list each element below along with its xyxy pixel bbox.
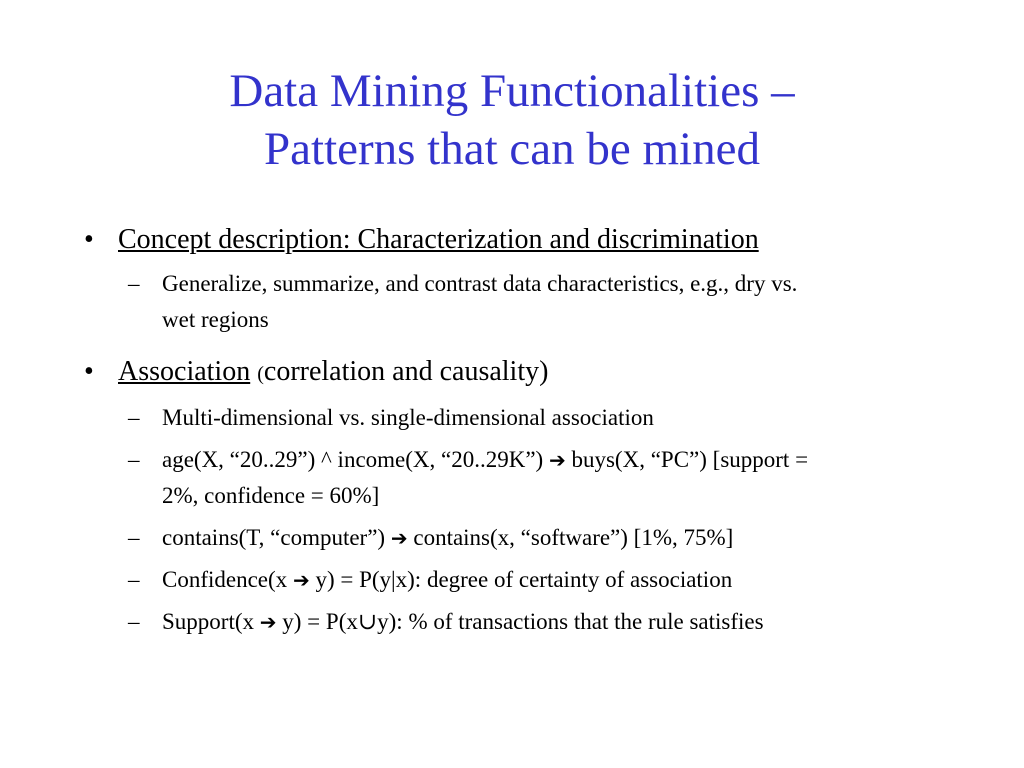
dash-marker: – bbox=[128, 271, 140, 296]
sub-text-a: Confidence(x bbox=[162, 567, 288, 592]
dash-marker: – bbox=[128, 525, 140, 550]
arrow-icon: ➔ bbox=[390, 526, 408, 550]
sub-item-confidence bbox=[84, 562, 984, 598]
bullet-concept-description bbox=[84, 220, 984, 260]
sub-text-c: y): % of transactions that the rule satisfies bbox=[377, 609, 764, 634]
paren-open: ( bbox=[257, 363, 264, 385]
bullet-label-rest: correlation and causality) bbox=[263, 356, 549, 387]
dash-marker: – bbox=[128, 405, 140, 430]
sub-item-support bbox=[84, 604, 984, 640]
arrow-icon: ➔ bbox=[292, 568, 310, 592]
sub-text-b: y) = P(x bbox=[282, 609, 358, 634]
slide-title bbox=[60, 62, 964, 178]
arrow-icon: ➔ bbox=[259, 610, 277, 634]
bullet-label: Association bbox=[118, 356, 251, 387]
arrow-icon: ➔ bbox=[548, 448, 566, 472]
sub-text: Multi-dimensional vs. single-dimensional association bbox=[162, 405, 654, 430]
sub-text-c: 2%, confidence = 60%] bbox=[162, 483, 380, 508]
sub-item-age-income-rule bbox=[84, 442, 984, 514]
sub-item-contains-rule bbox=[84, 520, 984, 556]
sub-text-b: contains(x, “software”) [1%, 75%] bbox=[413, 525, 734, 550]
bullet-label: Concept description: Characterization and discrimination bbox=[118, 224, 759, 255]
sub-text-a: contains(T, “computer”) bbox=[162, 525, 386, 550]
sub-text-line-1: Generalize, summarize, and contrast data characteristics, e.g., dry vs. bbox=[162, 271, 798, 296]
union-icon: ∪ bbox=[357, 609, 378, 634]
sub-item-multidimensional bbox=[84, 400, 984, 436]
bullet-association bbox=[84, 352, 984, 394]
sub-text-a: age(X, “20..29”) ^ income(X, “20..29K”) bbox=[162, 447, 544, 472]
sub-text-line-2: wet regions bbox=[162, 307, 269, 332]
title-line-2: Patterns that can be mined bbox=[264, 123, 760, 175]
dash-marker: – bbox=[128, 567, 140, 592]
dash-marker: – bbox=[128, 609, 140, 634]
sub-text-a: Support(x bbox=[162, 609, 254, 634]
bullet-marker: • bbox=[84, 224, 94, 255]
title-line-1: Data Mining Functionalities – bbox=[229, 65, 795, 117]
bullet-marker: • bbox=[84, 356, 94, 387]
sub-text-b: buys(X, “PC”) [support = bbox=[571, 447, 809, 472]
slide-content bbox=[84, 220, 984, 640]
dash-marker: – bbox=[128, 447, 140, 472]
sub-text-b: y) = P(y|x): degree of certainty of association bbox=[315, 567, 733, 592]
sub-item-generalize bbox=[84, 266, 984, 338]
